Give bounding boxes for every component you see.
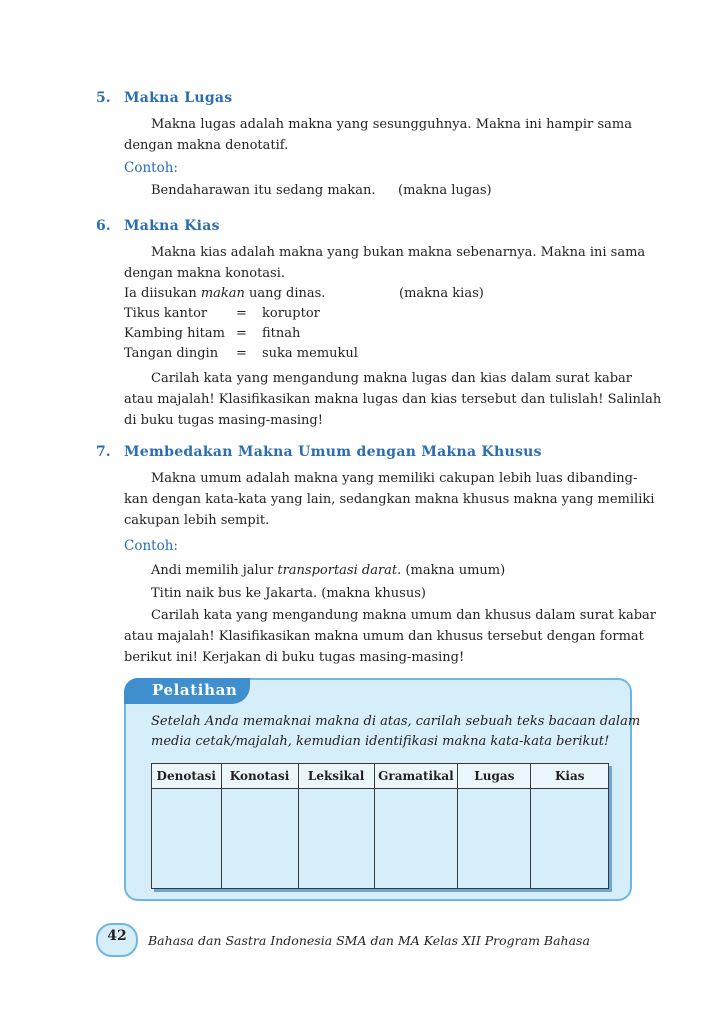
pair-meaning: fitnah [262, 326, 301, 341]
paragraph-line: dengan makna denotatif. [124, 138, 289, 153]
column-header: Leksikal [298, 764, 374, 789]
pair-equals: = [236, 326, 247, 341]
paragraph-line: Makna kias adalah makna yang bukan makna sebenarnya. Makna ini sama [151, 245, 646, 260]
pair-equals: = [236, 346, 247, 361]
contoh-label: Contoh: [124, 538, 178, 554]
classification-table [151, 763, 609, 889]
table-header-row [152, 764, 609, 789]
pair-meaning: suka memukul [262, 346, 358, 361]
example-tag: (makna kias) [399, 286, 484, 301]
pair-equals: = [236, 306, 247, 321]
book-title-footer: Bahasa dan Sastra Indonesia SMA dan MA Kelas XII Program Bahasa [148, 933, 590, 948]
pair-term: Kambing hitam [124, 326, 225, 341]
example-sentence: Bendaharawan itu sedang makan. [151, 183, 376, 198]
table-cell[interactable] [221, 789, 298, 889]
page-number: 42 [107, 928, 127, 944]
table-cell[interactable] [152, 789, 222, 889]
section-heading: Makna Lugas [124, 90, 233, 106]
table-row [152, 789, 609, 889]
table-cell[interactable] [531, 789, 609, 889]
column-header: Lugas [458, 764, 531, 789]
example-tag: (makna lugas) [398, 183, 492, 198]
task-line: atau majalah! Klasifikasikan makna lugas dan kias tersebut dan tulislah! Salinlah [124, 392, 662, 407]
column-header: Denotasi [152, 764, 222, 789]
task-line: Carilah kata yang mengandung makna lugas dan kias dalam surat kabar [151, 371, 632, 386]
pelatihan-label: Pelatihan [152, 681, 238, 699]
paragraph-line: Makna umum adalah makna yang memiliki cakupan lebih luas dibanding- [151, 471, 638, 486]
example-sentence: Titin naik bus ke Jakarta. (makna khusus) [151, 586, 426, 601]
section-number: 7. [96, 444, 111, 460]
pelatihan-tab [124, 678, 250, 704]
paragraph-line: kan dengan kata-kata yang lain, sedangkan makna khusus makna yang memiliki [124, 492, 655, 507]
table-cell[interactable] [374, 789, 458, 889]
example-sentence: Ia diisukan makan uang dinas. [124, 286, 326, 301]
pair-meaning: koruptor [262, 306, 320, 321]
contoh-label: Contoh: [124, 160, 178, 176]
column-header: Kias [531, 764, 609, 789]
table-cell[interactable] [458, 789, 531, 889]
pelatihan-instruction: media cetak/majalah, kemudian identifikasi makna kata-kata berikut! [151, 734, 610, 749]
paragraph-line: Makna lugas adalah makna yang sesungguhnya. Makna ini hampir sama [151, 117, 632, 132]
section-heading: Makna Kias [124, 218, 220, 234]
column-header: Konotasi [221, 764, 298, 789]
section-number: 6. [96, 218, 111, 234]
task-line: berikut ini! Kerjakan di buku tugas masing-masing! [124, 650, 465, 665]
pair-term: Tikus kantor [124, 306, 208, 321]
example-sentence: Andi memilih jalur transportasi darat. (makna umum) [151, 563, 506, 578]
table-shadow [609, 766, 612, 892]
table-cell[interactable] [298, 789, 374, 889]
pelatihan-instruction: Setelah Anda memaknai makna di atas, carilah sebuah teks bacaan dalam [151, 714, 641, 729]
pair-term: Tangan dingin [124, 346, 219, 361]
section-heading: Membedakan Makna Umum dengan Makna Khusus [124, 444, 542, 460]
paragraph-line: cakupan lebih sempit. [124, 513, 270, 528]
paragraph-line: dengan makna konotasi. [124, 266, 286, 281]
column-header: Gramatikal [374, 764, 458, 789]
section-number: 5. [96, 90, 111, 106]
table-shadow [154, 889, 612, 892]
task-line: Carilah kata yang mengandung makna umum dan khusus dalam surat kabar [151, 608, 657, 623]
task-line: di buku tugas masing-masing! [124, 413, 323, 428]
task-line: atau majalah! Klasifikasikan makna umum dan khusus tersebut dengan format [124, 629, 644, 644]
